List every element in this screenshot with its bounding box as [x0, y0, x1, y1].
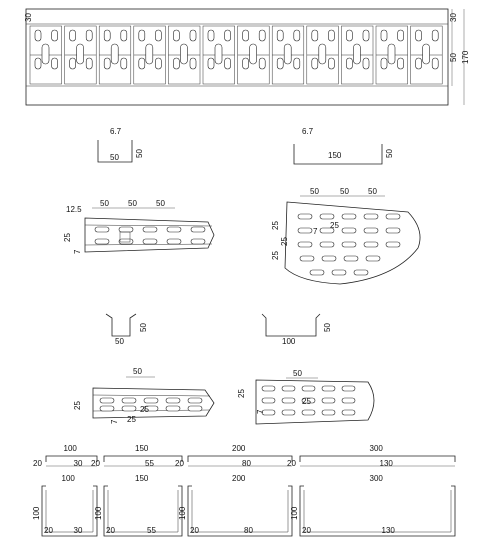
tray-c-gap: 7 — [110, 419, 119, 424]
panel-cell — [411, 26, 443, 84]
tray-50-lip: 6.7 — [110, 127, 122, 136]
panel-cell-grid — [30, 26, 442, 84]
lid-profile — [188, 456, 292, 462]
channel-flange: 20 — [302, 526, 311, 535]
tray-d-section — [262, 314, 332, 346]
channel-height: 100 — [94, 506, 103, 520]
tray-50-gap: 7 — [73, 249, 82, 254]
tray-d-slot — [262, 386, 275, 391]
channel-profile — [300, 486, 455, 536]
tray-c-slot — [188, 406, 202, 411]
panel-slot — [104, 58, 110, 69]
tray-150-slot — [342, 242, 356, 247]
tray-150-flat-view — [271, 187, 420, 284]
tray-150-row-3: 25 — [271, 251, 280, 260]
tray-150-section — [294, 127, 394, 164]
panel-slot — [346, 58, 352, 69]
panel-slot — [243, 30, 249, 41]
tray-150-gap: 7 — [313, 227, 318, 236]
tray-150-slot — [332, 270, 346, 275]
tray-c-slot — [100, 406, 114, 411]
channel-inner-profile — [192, 490, 288, 532]
panel-cell — [134, 26, 166, 84]
tray-50-section — [98, 127, 144, 162]
panel-cell — [272, 26, 304, 84]
panel-slot — [121, 58, 127, 69]
channel-flange: 20 — [106, 526, 115, 535]
panel-slot — [381, 58, 387, 69]
u-channels-row — [32, 474, 455, 536]
tray-50-pitch-1: 50 — [100, 199, 109, 208]
panel-center-slot — [388, 44, 395, 64]
tray-d-slot — [342, 398, 355, 403]
tray-d-slot — [302, 410, 315, 415]
channel-height: 100 — [178, 506, 187, 520]
lid-flange: 20 — [91, 459, 100, 468]
channel-slot: 80 — [244, 526, 253, 535]
panel-center-slot — [180, 44, 187, 64]
tray-50-strip-outline — [85, 218, 214, 252]
lid-flange: 20 — [33, 459, 42, 468]
tray-150-width: 150 — [328, 151, 342, 160]
panel-slot — [173, 58, 179, 69]
panel-slot — [312, 58, 318, 69]
tray-50-slot — [167, 227, 181, 232]
panel-slot — [294, 58, 300, 69]
tray-c-edge: 25 — [127, 415, 136, 424]
tray-d-slot — [322, 410, 335, 415]
panel-slot — [259, 58, 265, 69]
channel-profile — [104, 486, 182, 536]
tray-150-slot — [344, 256, 358, 261]
panel-slot — [155, 30, 161, 41]
panel-slot — [35, 58, 41, 69]
panel-slot — [121, 30, 127, 41]
tray-50-flat-view — [63, 199, 214, 254]
channel-item — [178, 474, 292, 536]
panel-center-slot — [319, 44, 326, 64]
panel-cell — [99, 26, 131, 84]
channel-item — [32, 474, 97, 536]
tray-150-slot — [366, 256, 380, 261]
tray-c-height: 50 — [139, 323, 148, 332]
lid-profile — [104, 456, 182, 462]
dim-panel-mid: 50 — [449, 53, 458, 62]
tray-150-slot — [342, 214, 356, 219]
tray-50-slots — [95, 227, 205, 244]
channel-width: 100 — [61, 474, 75, 483]
tray-50-slot — [143, 239, 157, 244]
tray-c-slots — [100, 398, 202, 411]
tray-150-slots — [298, 214, 400, 275]
tray-50-slot — [119, 239, 133, 244]
dim-panel-total: 170 — [461, 50, 470, 64]
channel-profile — [188, 486, 292, 536]
tray-50-hole: 25 — [63, 233, 72, 242]
channel-inner-profile — [46, 490, 93, 532]
tray-d-slot — [282, 386, 295, 391]
channel-height: 100 — [32, 506, 41, 520]
tray-c-width: 50 — [115, 337, 124, 346]
tray-c-row: 25 — [73, 401, 82, 410]
tray-150-height: 50 — [385, 149, 394, 158]
tray-150-slot — [298, 242, 312, 247]
lid-width: 100 — [63, 444, 77, 453]
tray-150-slot — [320, 214, 334, 219]
tray-c-pitch: 50 — [133, 367, 142, 376]
panel-slot — [208, 58, 214, 69]
panel-cell — [307, 26, 339, 84]
channel-width: 300 — [369, 474, 383, 483]
channel-slot: 55 — [147, 526, 156, 535]
panel-slot — [190, 30, 196, 41]
panel-slot — [86, 58, 92, 69]
panel-slot — [416, 30, 422, 41]
tray-d-slot — [322, 386, 335, 391]
lid-width: 300 — [369, 444, 383, 453]
dim-panel-right-top: 30 — [449, 13, 458, 22]
panel-slot — [104, 30, 110, 41]
tray-d-slot — [342, 386, 355, 391]
panel-slot — [277, 58, 283, 69]
channel-width: 150 — [135, 474, 149, 483]
panel-slot — [208, 30, 214, 41]
channel-slot: 130 — [381, 526, 395, 535]
tray-150-slot — [364, 242, 378, 247]
tray-150-slot — [386, 228, 400, 233]
channel-flange: 20 — [44, 526, 53, 535]
channel-item — [290, 474, 455, 536]
cover-lids-row — [33, 444, 455, 468]
tray-d-slot — [282, 410, 295, 415]
channel-item — [94, 474, 182, 536]
tray-150-slot — [298, 214, 312, 219]
tray-50-slot — [167, 239, 181, 244]
tray-150-slot — [322, 256, 336, 261]
channel-inner-profile — [304, 490, 451, 532]
tray-d-slot — [302, 386, 315, 391]
tray-d-slot — [262, 398, 275, 403]
panel-slot — [398, 30, 404, 41]
tray-150-slot — [300, 256, 314, 261]
tray-150-slot — [310, 270, 324, 275]
tray-d-row: 25 — [237, 389, 246, 398]
tray-50-slot — [143, 227, 157, 232]
panel-center-slot — [423, 44, 430, 64]
panel-slot — [155, 58, 161, 69]
tray-50-pitch-2: 50 — [128, 199, 137, 208]
tray-150-slot — [320, 242, 334, 247]
lid-slot: 55 — [145, 459, 154, 468]
tray-c-slot — [188, 398, 202, 403]
tray-50-fold-line-1 — [85, 225, 212, 226]
lid-profile — [46, 456, 97, 462]
panel-slot — [190, 58, 196, 69]
panel-slot — [52, 30, 58, 41]
tray-d-gap: 7 — [256, 409, 265, 414]
panel-slot — [86, 30, 92, 41]
tray-50-slot — [95, 227, 109, 232]
tray-d-flat-view — [237, 369, 374, 424]
tray-50-slot — [95, 239, 109, 244]
panel-center-slot — [111, 44, 118, 64]
panel-slot — [52, 58, 58, 69]
tray-d-slot — [342, 410, 355, 415]
panel-slot — [432, 30, 438, 41]
panel-cell — [65, 26, 97, 84]
panel-slot — [363, 30, 369, 41]
panel-slot — [381, 30, 387, 41]
tray-50-height: 50 — [135, 149, 144, 158]
panel-outline — [26, 9, 448, 105]
tray-50-slot — [119, 227, 133, 232]
channel-height: 100 — [290, 506, 299, 520]
tray-c-slot — [100, 398, 114, 403]
panel-slot — [70, 30, 76, 41]
tray-150-lip: 6.7 — [302, 127, 314, 136]
panel-slot — [139, 30, 145, 41]
channel-flange: 20 — [190, 526, 199, 535]
panel-slot — [328, 58, 334, 69]
tray-150-slot — [386, 214, 400, 219]
tray-d-pitch: 50 — [293, 369, 302, 378]
tray-d-width: 100 — [282, 337, 296, 346]
panel-slot — [416, 58, 422, 69]
tray-c-slot — [166, 406, 180, 411]
tray-50-slot — [191, 239, 205, 244]
panel-center-slot — [250, 44, 257, 64]
panel-slot — [312, 30, 318, 41]
tray-d-hole: 25 — [302, 397, 311, 406]
panel-slot — [70, 58, 76, 69]
panel-center-slot — [146, 44, 153, 64]
tray-150-pitch-3: 50 — [368, 187, 377, 196]
tray-150-row-1: 25 — [271, 221, 280, 230]
lid-slot: 80 — [242, 459, 251, 468]
tray-c-flat-view — [73, 367, 214, 424]
tray-d-profile — [262, 314, 320, 336]
lid-item — [91, 444, 182, 468]
tray-c-slot — [122, 406, 136, 411]
panel-center-slot — [42, 44, 49, 64]
tray-50-slot — [191, 227, 205, 232]
channel-width: 200 — [232, 474, 246, 483]
tray-150-hole: 25 — [330, 221, 339, 230]
panel-center-slot — [215, 44, 222, 64]
panel-slot — [243, 58, 249, 69]
lid-width: 200 — [232, 444, 246, 453]
panel-slot — [363, 58, 369, 69]
tray-150-row-2: 25 — [280, 237, 289, 246]
tray-c-slot — [122, 398, 136, 403]
panel-slot — [173, 30, 179, 41]
panel-cell — [203, 26, 235, 84]
tray-c-section — [106, 314, 148, 346]
panel-cell — [341, 26, 373, 84]
tray-150-slot — [354, 270, 368, 275]
tray-50-width: 50 — [110, 153, 119, 162]
tray-d-height: 50 — [323, 323, 332, 332]
lid-slot: 130 — [379, 459, 393, 468]
tray-150-pitch-2: 50 — [340, 187, 349, 196]
panel-slot — [225, 58, 231, 69]
tray-150-slot — [386, 242, 400, 247]
tray-c-profile — [106, 314, 136, 336]
panel-slot — [139, 58, 145, 69]
panel-slot — [294, 30, 300, 41]
lid-width: 150 — [135, 444, 149, 453]
panel-cell — [376, 26, 408, 84]
panel-cell — [168, 26, 200, 84]
panel-center-slot — [284, 44, 291, 64]
tray-150-slot — [298, 228, 312, 233]
panel-slot — [328, 30, 334, 41]
panel-slot — [35, 30, 41, 41]
panel-slot — [277, 30, 283, 41]
panel-slot — [259, 30, 265, 41]
lid-item — [175, 444, 292, 468]
lid-flange: 20 — [175, 459, 184, 468]
lid-profile — [300, 456, 455, 462]
channel-inner-profile — [108, 490, 178, 532]
tray-d-slot — [282, 398, 295, 403]
tray-c-hole: 25 — [140, 405, 149, 414]
lid-slot: 30 — [73, 459, 83, 468]
panel-slot — [225, 30, 231, 41]
tray-d-slot — [322, 398, 335, 403]
tray-c-fold-1 — [93, 395, 210, 396]
lid-item — [287, 444, 455, 468]
panel-cell — [238, 26, 270, 84]
panel-center-slot — [353, 44, 360, 64]
panel-cell — [30, 26, 62, 84]
tray-c-slot — [144, 398, 158, 403]
panel-slot — [432, 58, 438, 69]
tray-c-slot — [166, 398, 180, 403]
perforated-sheet-panel — [24, 9, 470, 105]
dim-panel-top: 30 — [24, 13, 33, 22]
channel-slot: 30 — [73, 526, 83, 535]
tray-150-pitch-1: 50 — [310, 187, 319, 196]
tray-150-slot — [364, 228, 378, 233]
panel-center-slot — [77, 44, 84, 64]
lid-flange: 20 — [287, 459, 296, 468]
tray-150-slot — [364, 214, 378, 219]
panel-slot — [346, 30, 352, 41]
tray-150-slot — [342, 228, 356, 233]
panel-slot — [398, 58, 404, 69]
tray-50-edge: 12.5 — [66, 205, 82, 214]
lid-item — [33, 444, 97, 468]
tray-50-pitch-3: 50 — [156, 199, 165, 208]
